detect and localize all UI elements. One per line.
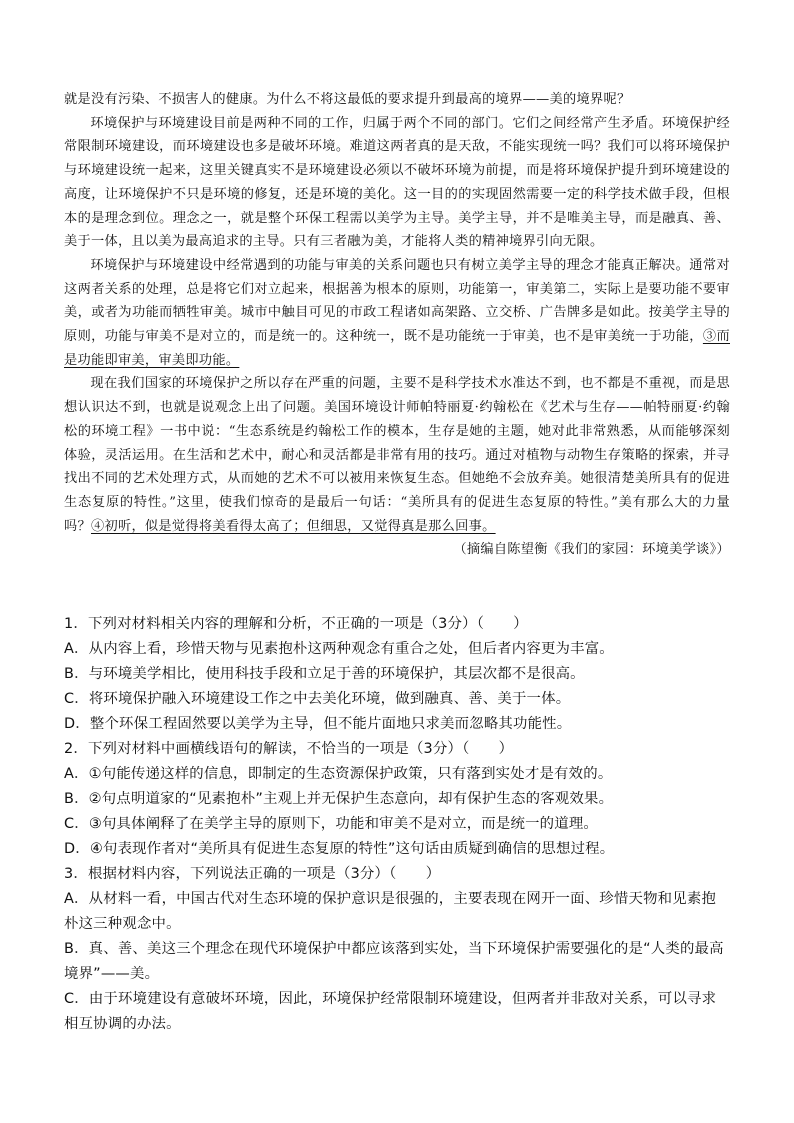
reading-passage — [64, 88, 730, 562]
question-stem: 3．根据材料内容，下列说法正确的一项是（3分）（ ） — [64, 866, 441, 882]
option-a: A．从内容上看，珍惜天物与见素抱朴这两种观念有重合之处，但后者内容更为丰富。 — [64, 641, 614, 657]
passage-paragraph-3 — [64, 372, 730, 538]
option-b: B．与环境美学相比，使用科技手段和立足于善的环境保护，其层次都不是很高。 — [64, 666, 585, 682]
question-section — [64, 612, 730, 1037]
passage-paragraph-1: 环境保护与环境建设目前是两种不同的工作，归属于两个不同的部门。它们之间经常产生矛盾。环境保护经常限制环境建设，而环境建设也多是破坏环境。难道这两者真的是天敌，不能实现统一吗？我们可以将环境保护与环境建设统一起来，这里关键真实不是环境建设必须以不破坏环境为前提，而是将环境保护提升到环境建设的高度，让环境保护不只是环境的修复，还是环境的美化。这一目的的实现固然需要一定的科学技术做手段，但根本的是理念到位。理念之一，就是整个环保工程需以美学为主导。美学主导，并不是唯美主导，而是融真、善、美于一体，且以美为最高追求的主导。只有三者融为美，才能将人类的精神境界引向无限。 — [64, 115, 730, 250]
option-b: B．②句点明道家的“见素抱朴”主观上并无保护生态意向，却有保护生态的客观效果。 — [64, 791, 614, 807]
question-2 — [64, 737, 730, 862]
paragraph-2-text: 环境保护与环境建设中经常遇到的功能与审美的关系问题也只有树立美学主导的理念才能真正解决。通常对这两者关系的处理，总是将它们对立起来，根据善为根本的原则，功能第一，审美第二，实际上是要功能不要审美，或者为功能而牺牲审美。城市中触目可见的市政工程诸如高架路、立交桥、广告牌多是如此。按美学主导的原则，功能与审美不是对立的，而是统一的。这种统一，既不是功能统一于审美，也不是审美统一于功能， — [64, 257, 730, 345]
passage-paragraph-2 — [64, 254, 730, 373]
option-c: C．将环境保护融入环境建设工作之中去美化环境，做到融真、善、美于一体。 — [64, 691, 571, 707]
underlined-sentence-3: ③而是功能即审美，审美即功能。 — [64, 329, 730, 368]
option-d: D．④句表现作者对“美所具有促进生态复原的特性”这句话由质疑到确信的思想过程。 — [64, 841, 615, 857]
option-b: B．真、善、美这三个理念在现代环境保护中都应该落到实处，当下环境保护需要强化的是“人类的最高境界”——美。 — [64, 941, 724, 982]
paragraph-3-text: 现在我们国家的环境保护之所以存在严重的问题，主要不是科学技术水准达不到，也不都是不重视，而是思想认识达不到，也就是说观念上出了问题。美国环境设计师帕特丽夏·约翰松在《艺术与生存——帕特丽夏·约翰松的环境工程》一书中说：“生态系统是约翰松工作的模本，生存是她的主题，她对此非常熟悉，从而能够深刻体验，灵活运用。在生活和艺术中，耐心和灵活都是非常有用的技巧。通过对植物与动物生存策略的探索，并寻找出不同的艺术处理方式，从而她的艺术不可以被用来恢复生态。但她绝不会放弃美。她很清楚美所具有的促进生态复原的特性。”这里，使我们惊奇的是最后一句话：“美所具有的促进生态复原的特性。”美有那么大的力量吗？ — [64, 376, 730, 534]
option-c: C．③句具体阐释了在美学主导的原则下，功能和审美不是对立，而是统一的道理。 — [64, 816, 599, 832]
question-stem: 2．下列对材料中画横线语句的解读，不恰当的一项是（3分）（ ） — [64, 741, 514, 757]
question-stem: 1．下列对材料相关内容的理解和分析，不正确的一项是（3分）（ ） — [64, 616, 528, 632]
passage-source: （摘编自陈望衡《我们的家园：环境美学谈》） — [453, 542, 730, 558]
option-c: C．由于环境建设有意破坏环境，因此，环境保护经常限制环境建设，但两者并非敌对关系，可以寻求相互协调的办法。 — [64, 991, 717, 1032]
option-a: A．从材料一看，中国古代对生态环境的保护意识是很强的，主要表现在网开一面、珍惜天物和见素抱朴这三种观念中。 — [64, 891, 717, 932]
question-3 — [64, 862, 730, 1037]
question-1 — [64, 612, 730, 737]
option-d: D．整个环保工程固然要以美学为主导，但不能片面地只求美而忽略其功能性。 — [64, 716, 572, 732]
option-a: A．①句能传递这样的信息，即制定的生态资源保护政策，只有落到实处才是有效的。 — [64, 766, 613, 782]
underlined-sentence-4: ④初听，似是觉得将美看得太高了；但细思，又觉得真是那么回事。 — [90, 518, 496, 534]
passage-line-continuation: 就是没有污染、不损害人的健康。为什么不将这最低的要求提升到最高的境界——美的境界呢？ — [64, 92, 631, 107]
